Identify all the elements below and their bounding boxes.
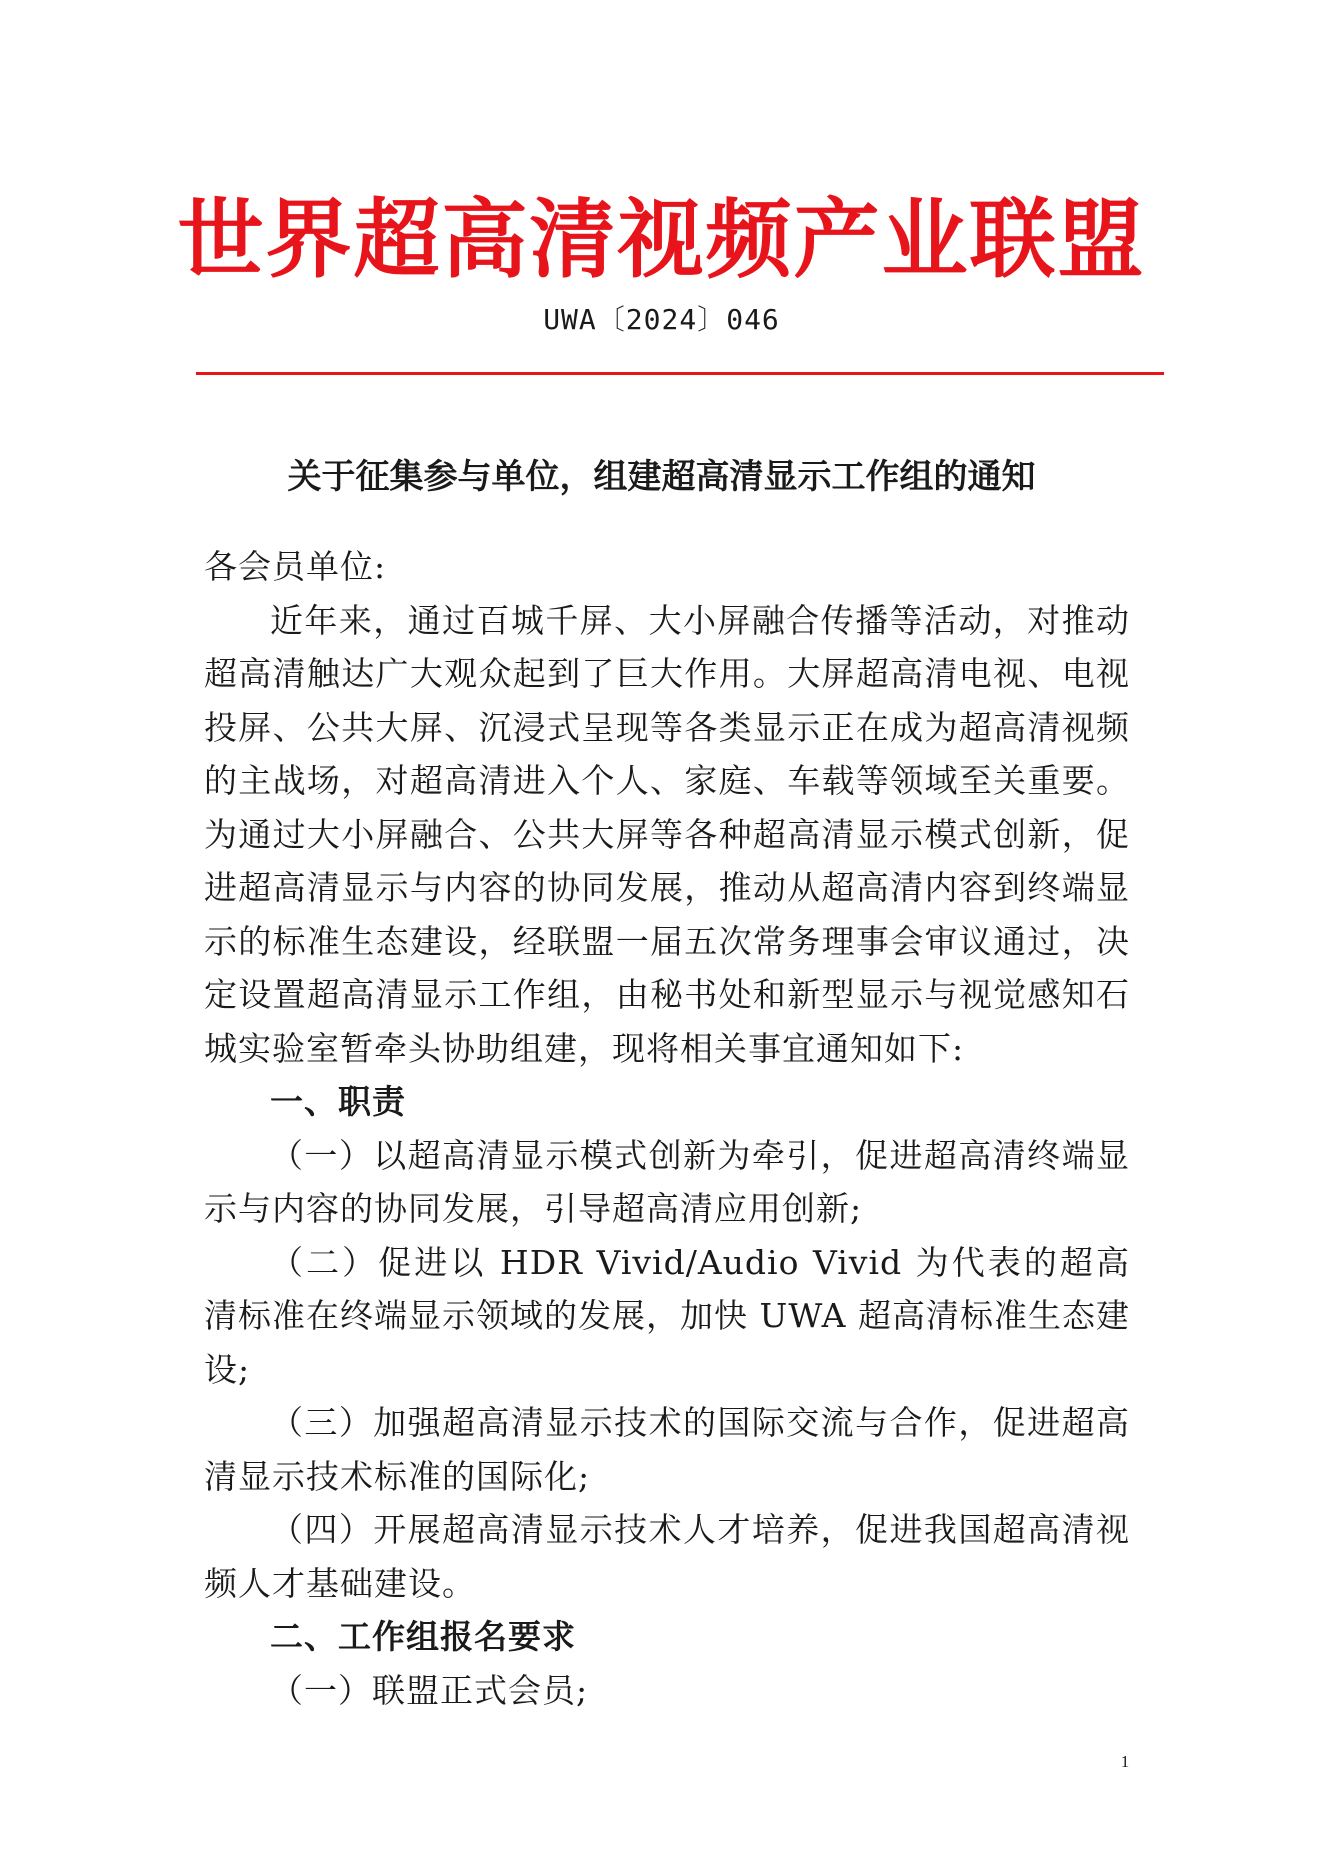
section-heading-requirements: 二、工作组报名要求 — [270, 1617, 576, 1656]
organization-masthead: 世界超高清视频产业联盟 — [177, 189, 1146, 290]
masthead-divider — [196, 372, 1164, 375]
duty-item-1: （一）以超高清显示模式创新为牵引，促进超高清终端显示与内容的协同发展，引导超高清应用创新; — [204, 1135, 1130, 1228]
salutation: 各会员单位: — [204, 547, 387, 586]
requirement-item-1: （一）联盟正式会员; — [270, 1670, 589, 1710]
duty-item-2: （二）促进以 HDR Vivid/Audio Vivid 为代表的超高清标准在终端显示领域的发展，加快 UWA 超高清标准生态建设; — [204, 1242, 1130, 1389]
duty-item-3: （三）加强超高清显示技术的国际交流与合作，促进超高清显示技术标准的国际化; — [204, 1403, 1130, 1496]
document-title: 关于征集参与单位，组建超高清显示工作组的通知 — [287, 457, 1036, 497]
page-number: 1 — [1120, 1752, 1130, 1771]
document-number: UWA〔2024〕046 — [543, 303, 780, 336]
section-heading-duties: 一、职责 — [270, 1082, 406, 1121]
document-body — [204, 540, 1130, 1717]
duty-item-4: （四）开展超高清显示技术人才培养，促进我国超高清视频人才基础建设。 — [204, 1510, 1130, 1603]
intro-paragraph: 近年来，通过百城千屏、大小屏融合传播等活动，对推动超高清触达广大观众起到了巨大作用。大屏超高清电视、电视投屏、公共大屏、沉浸式呈现等各类显示正在成为超高清视频的主战场，对超高清进入个人、家庭、车载等领域至关重要。为通过大小屏融合、公共大屏等各种超高清显示模式创新，促进超高清显示与内容的协同发展，推动从超高清内容到终端显示的标准生态建设，经联盟一届五次常务理事会审议通过，决定设置超高清显示工作组，由秘书处和新型显示与视觉感知石城实验室暂牵头协助组建，现将相关事宜通知如下: — [204, 600, 1130, 1068]
